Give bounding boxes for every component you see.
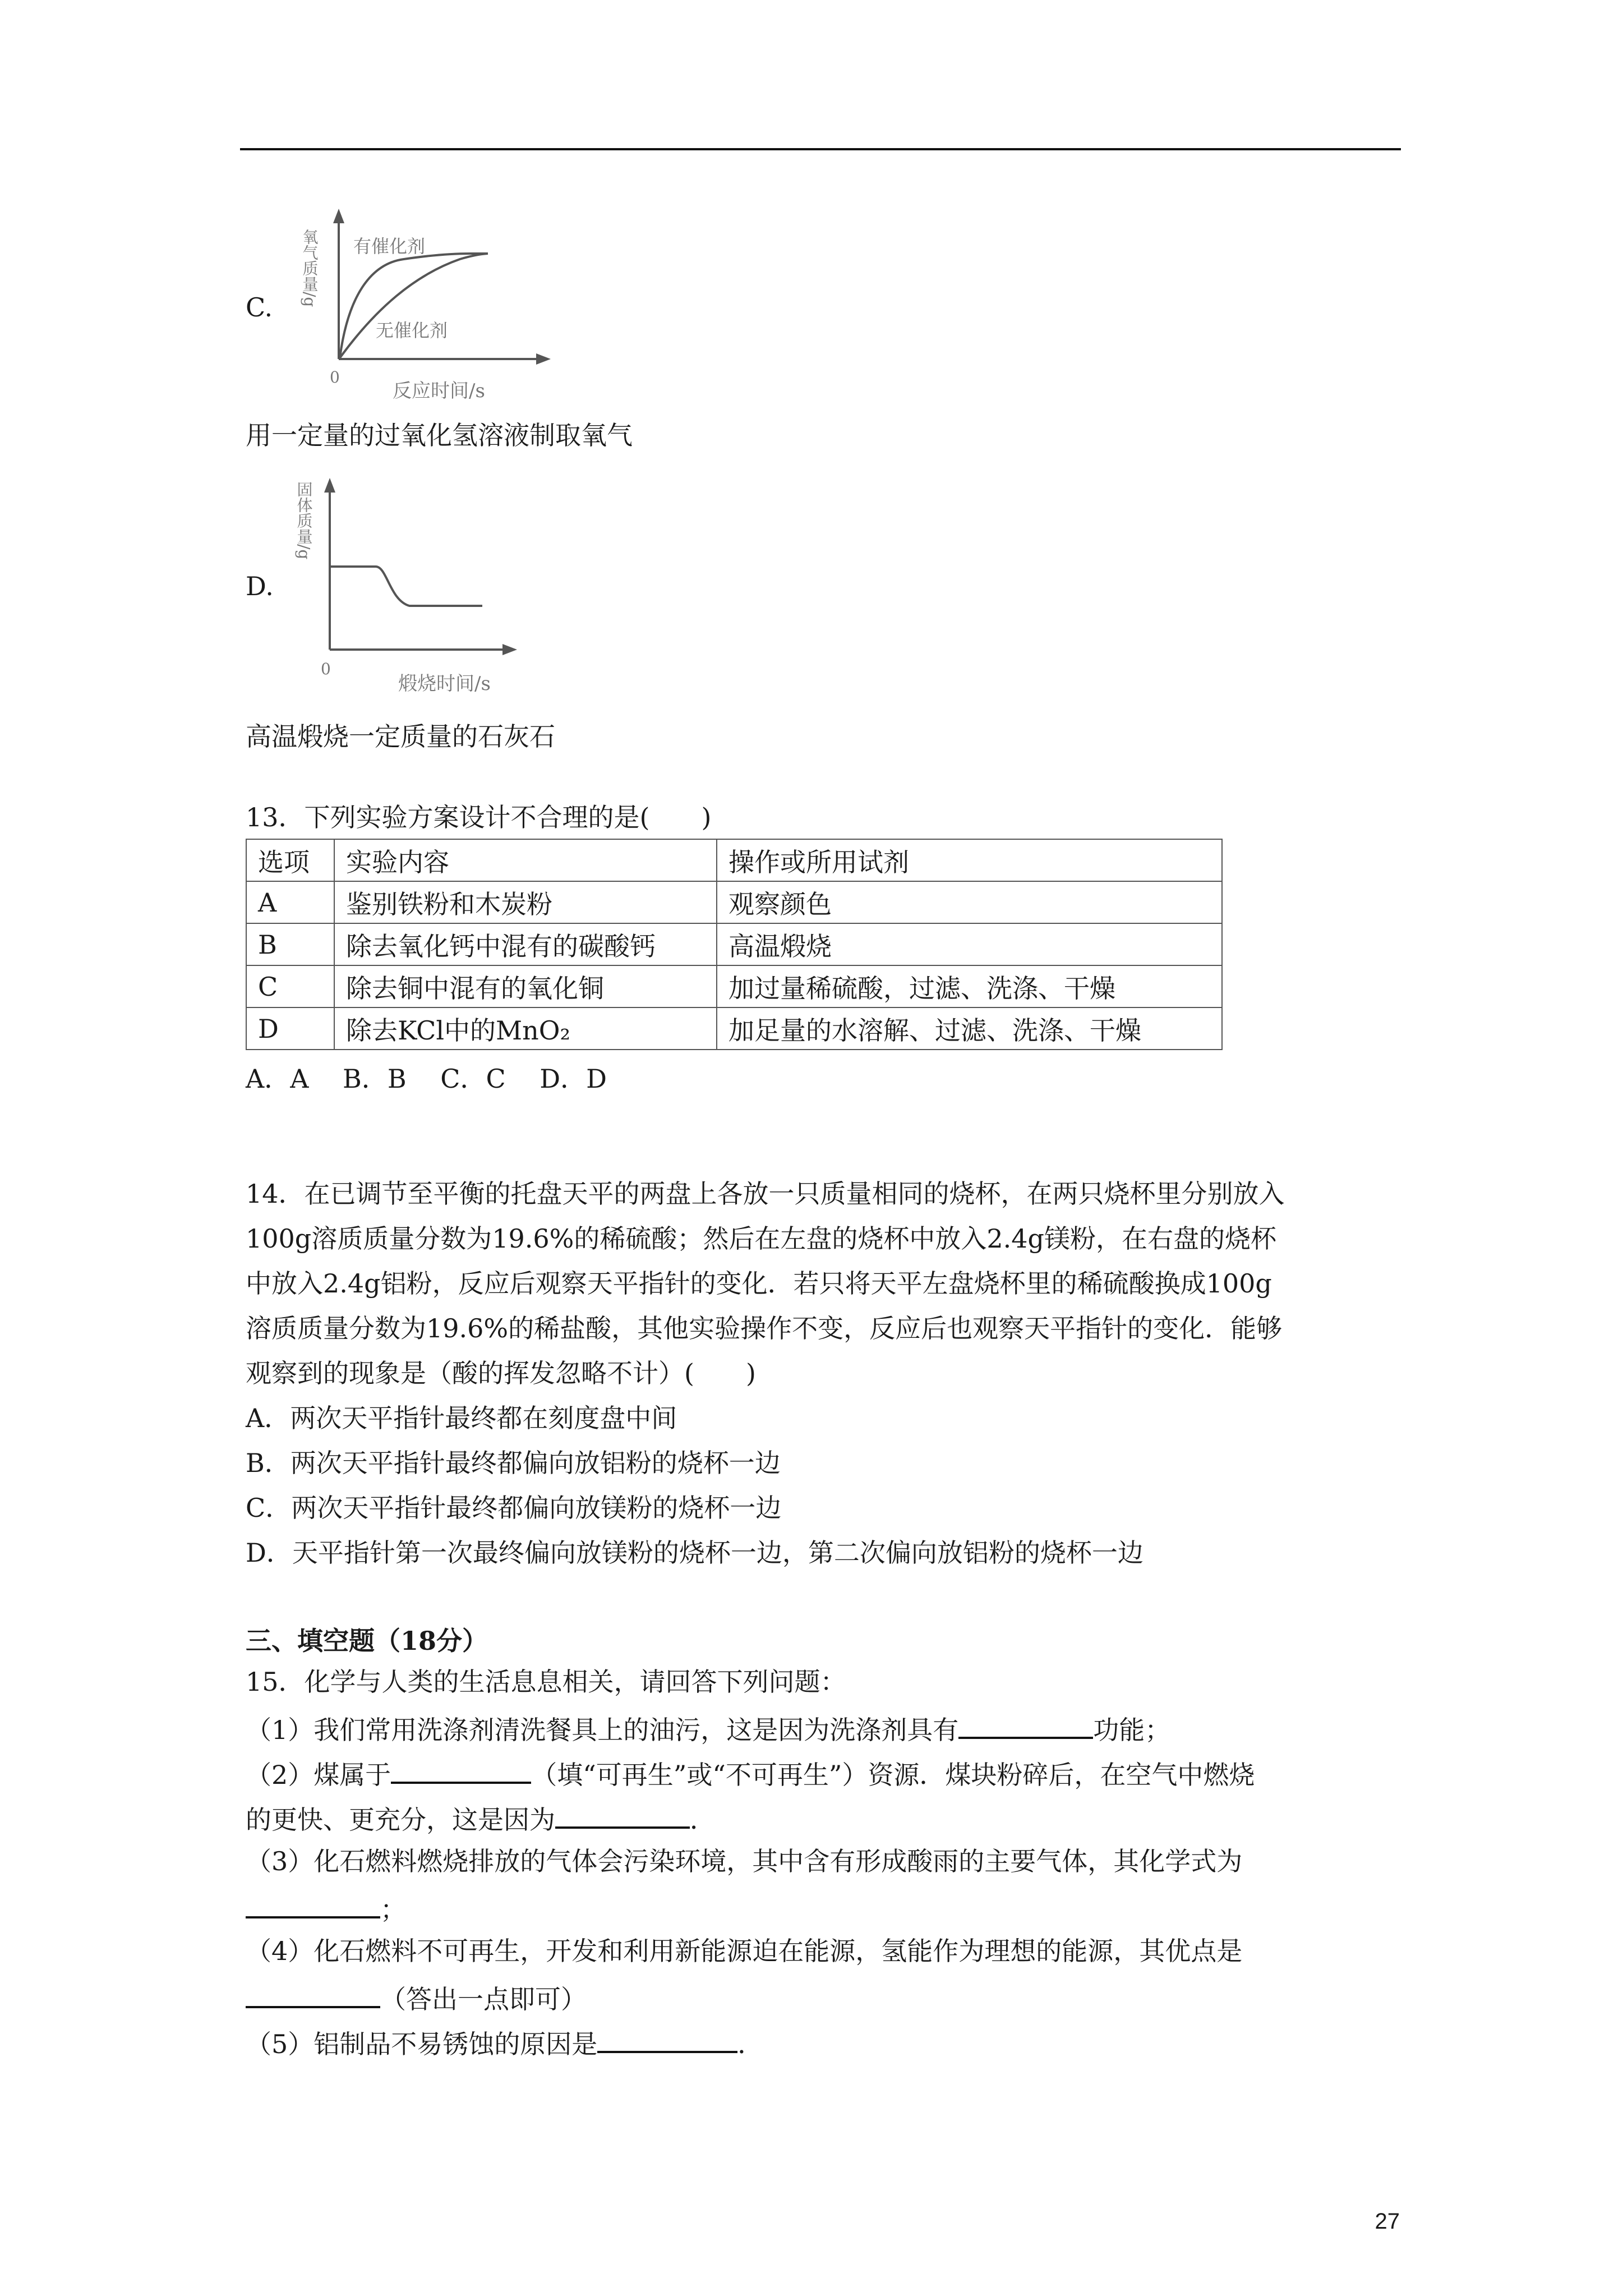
answer-blank-5[interactable] [246,1979,380,2008]
option-d-origin: 0 [321,660,331,678]
option-c-origin: 0 [330,368,340,386]
q15-part-4-line-2 [246,1979,587,2016]
q15-part-2-end: ． [690,1805,716,1835]
option-c-curve-with-catalyst [340,254,488,358]
table-header-cell: 操作或所用试剂 [717,839,1222,881]
option-c-label-without: 无催化剂 [376,320,448,341]
q14-option-c: C．两次天平指针最终都偏向放镁粉的烧杯一边 [246,1493,782,1523]
q14-line-5: 观察到的现象是（酸的挥发忽略不计）( ) [246,1358,756,1388]
table-cell: D [246,1007,334,1050]
table-cell: 加足量的水溶解、过滤、洗涤、干燥 [717,1007,1222,1050]
table-header-row [246,839,1222,881]
option-c-label: C. [246,292,273,323]
option-c-y-arrow [333,209,344,223]
option-d-y-axis-label: 固体质量/g [294,481,313,560]
table-header-cell: 选项 [246,839,334,881]
q15-part-2-text: （2）煤属于 [246,1760,391,1790]
q13-stem: 13．下列实验方案设计不合理的是( ) [246,802,712,832]
table-row [246,923,1222,965]
q14-line-1: 14．在已调节至平衡的托盘天平的两盘上各放一只质量相同的烧杯，在两只烧杯里分别放入 [246,1179,1285,1209]
table-cell: 除去铜中混有的氧化铜 [334,965,717,1007]
q15-part-3: （3）化石燃料燃烧排放的气体会污染环境，其中含有形成酸雨的主要气体，其化学式为 [246,1846,1243,1876]
option-c-x-arrow [536,353,551,365]
table-cell: 观察颜色 [717,881,1222,923]
q15-part-2-line-2 [246,1800,716,1837]
table-cell: A [246,881,334,923]
option-c-caption: 用一定量的过氧化氢溶液制取氧气 [246,420,633,450]
option-d-caption: 高温煅烧一定质量的石灰石 [246,721,555,752]
q14-option-b: B．两次天平指针最终都偏向放铝粉的烧杯一边 [246,1448,781,1478]
q15-part-2-text-2: 的更快、更充分，这是因为 [246,1805,555,1835]
q15-part-1-tail: 功能； [1093,1715,1171,1745]
q15-part-3-line-2 [246,1889,406,1926]
q15-part-3-end: ； [380,1894,406,1925]
option-d-y-arrow [324,478,335,493]
option-c-curve-without-catalyst [340,254,488,358]
answer-blank-2[interactable] [391,1755,531,1784]
section-title: 三、填空题（18分） [246,1626,488,1656]
q15-part-4: （4）化石燃料不可再生，开发和利用新能源迫在能源，氢能作为理想的能源，其优点是 [246,1936,1243,1966]
table-cell: 高温煅烧 [717,923,1222,965]
table-cell: 除去氧化钙中混有的碳酸钙 [334,923,717,965]
table-cell: B [246,923,334,965]
option-c-label-with: 有催化剂 [353,236,426,257]
option-d-curve [331,567,482,606]
table-header-cell: 实验内容 [334,839,717,881]
table-row [246,965,1222,1007]
q15-part-5 [246,2024,763,2061]
q13-choices: A．A B．B C．C D．D [246,1064,607,1094]
table-cell: 鉴别铁粉和木炭粉 [334,881,717,923]
option-c-graph [292,196,583,409]
answer-blank-3[interactable] [555,1800,690,1829]
q14-option-a: A．两次天平指针最终都在刻度盘中间 [246,1403,677,1433]
q15-part-1-text: （1）我们常用洗涤剂清洗餐具上的油污，这是因为洗涤剂具有 [246,1715,959,1745]
q14-line-2: 100g溶质质量分数为19.6%的稀硫酸；然后在左盘的烧杯中放入2.4g镁粉，在右盘的烧杯 [246,1223,1276,1254]
option-c-x-axis-label: 反应时间/s [393,380,485,402]
q14-line-4: 溶质质量分数为19.6%的稀盐酸，其他实验操作不变，反应后也观察天平指针的变化．能够 [246,1313,1283,1343]
option-d-graph [292,471,583,696]
answer-blank-6[interactable] [597,2024,737,2053]
q15-part-5-text: （5）铝制品不易锈蚀的原因是 [246,2029,598,2059]
option-d-label: D. [246,571,274,601]
q15-part-4-end: （答出一点即可） [380,1984,587,2014]
option-d-x-arrow [502,644,517,655]
q15-part-2 [246,1755,1255,1792]
answer-blank-4[interactable] [246,1889,380,1918]
table-cell: 除去KCl中的MnO₂ [334,1007,717,1050]
q14-option-d: D．天平指针第一次最终偏向放镁粉的烧杯一边，第二次偏向放铝粉的烧杯一边 [246,1538,1144,1568]
q13-table [246,839,1223,1050]
q15-part-5-end: ． [737,2029,764,2059]
option-c-y-axis-label: 氧气质量/g [300,229,319,307]
q15-part-2-tail: （填“可再生”或“不可再生”）资源．煤块粉碎后，在空气中燃烧 [531,1760,1255,1790]
answer-blank-1[interactable] [958,1710,1093,1739]
q15-stem: 15．化学与人类的生活息息相关，请回答下列问题： [246,1667,846,1697]
table-row [246,881,1222,923]
q14-line-3: 中放入2.4g铝粉，反应后观察天平指针的变化．若只将天平左盘烧杯里的稀硫酸换成100g [246,1268,1272,1299]
header-rule [240,148,1401,150]
table-cell: 加过量稀硫酸，过滤、洗涤、干燥 [717,965,1222,1007]
table-row [246,1007,1222,1050]
page-number: 27 [1375,2209,1400,2234]
option-d-x-axis-label: 煅烧时间/s [398,673,491,695]
table-cell: C [246,965,334,1007]
q15-part-1 [246,1710,1170,1747]
